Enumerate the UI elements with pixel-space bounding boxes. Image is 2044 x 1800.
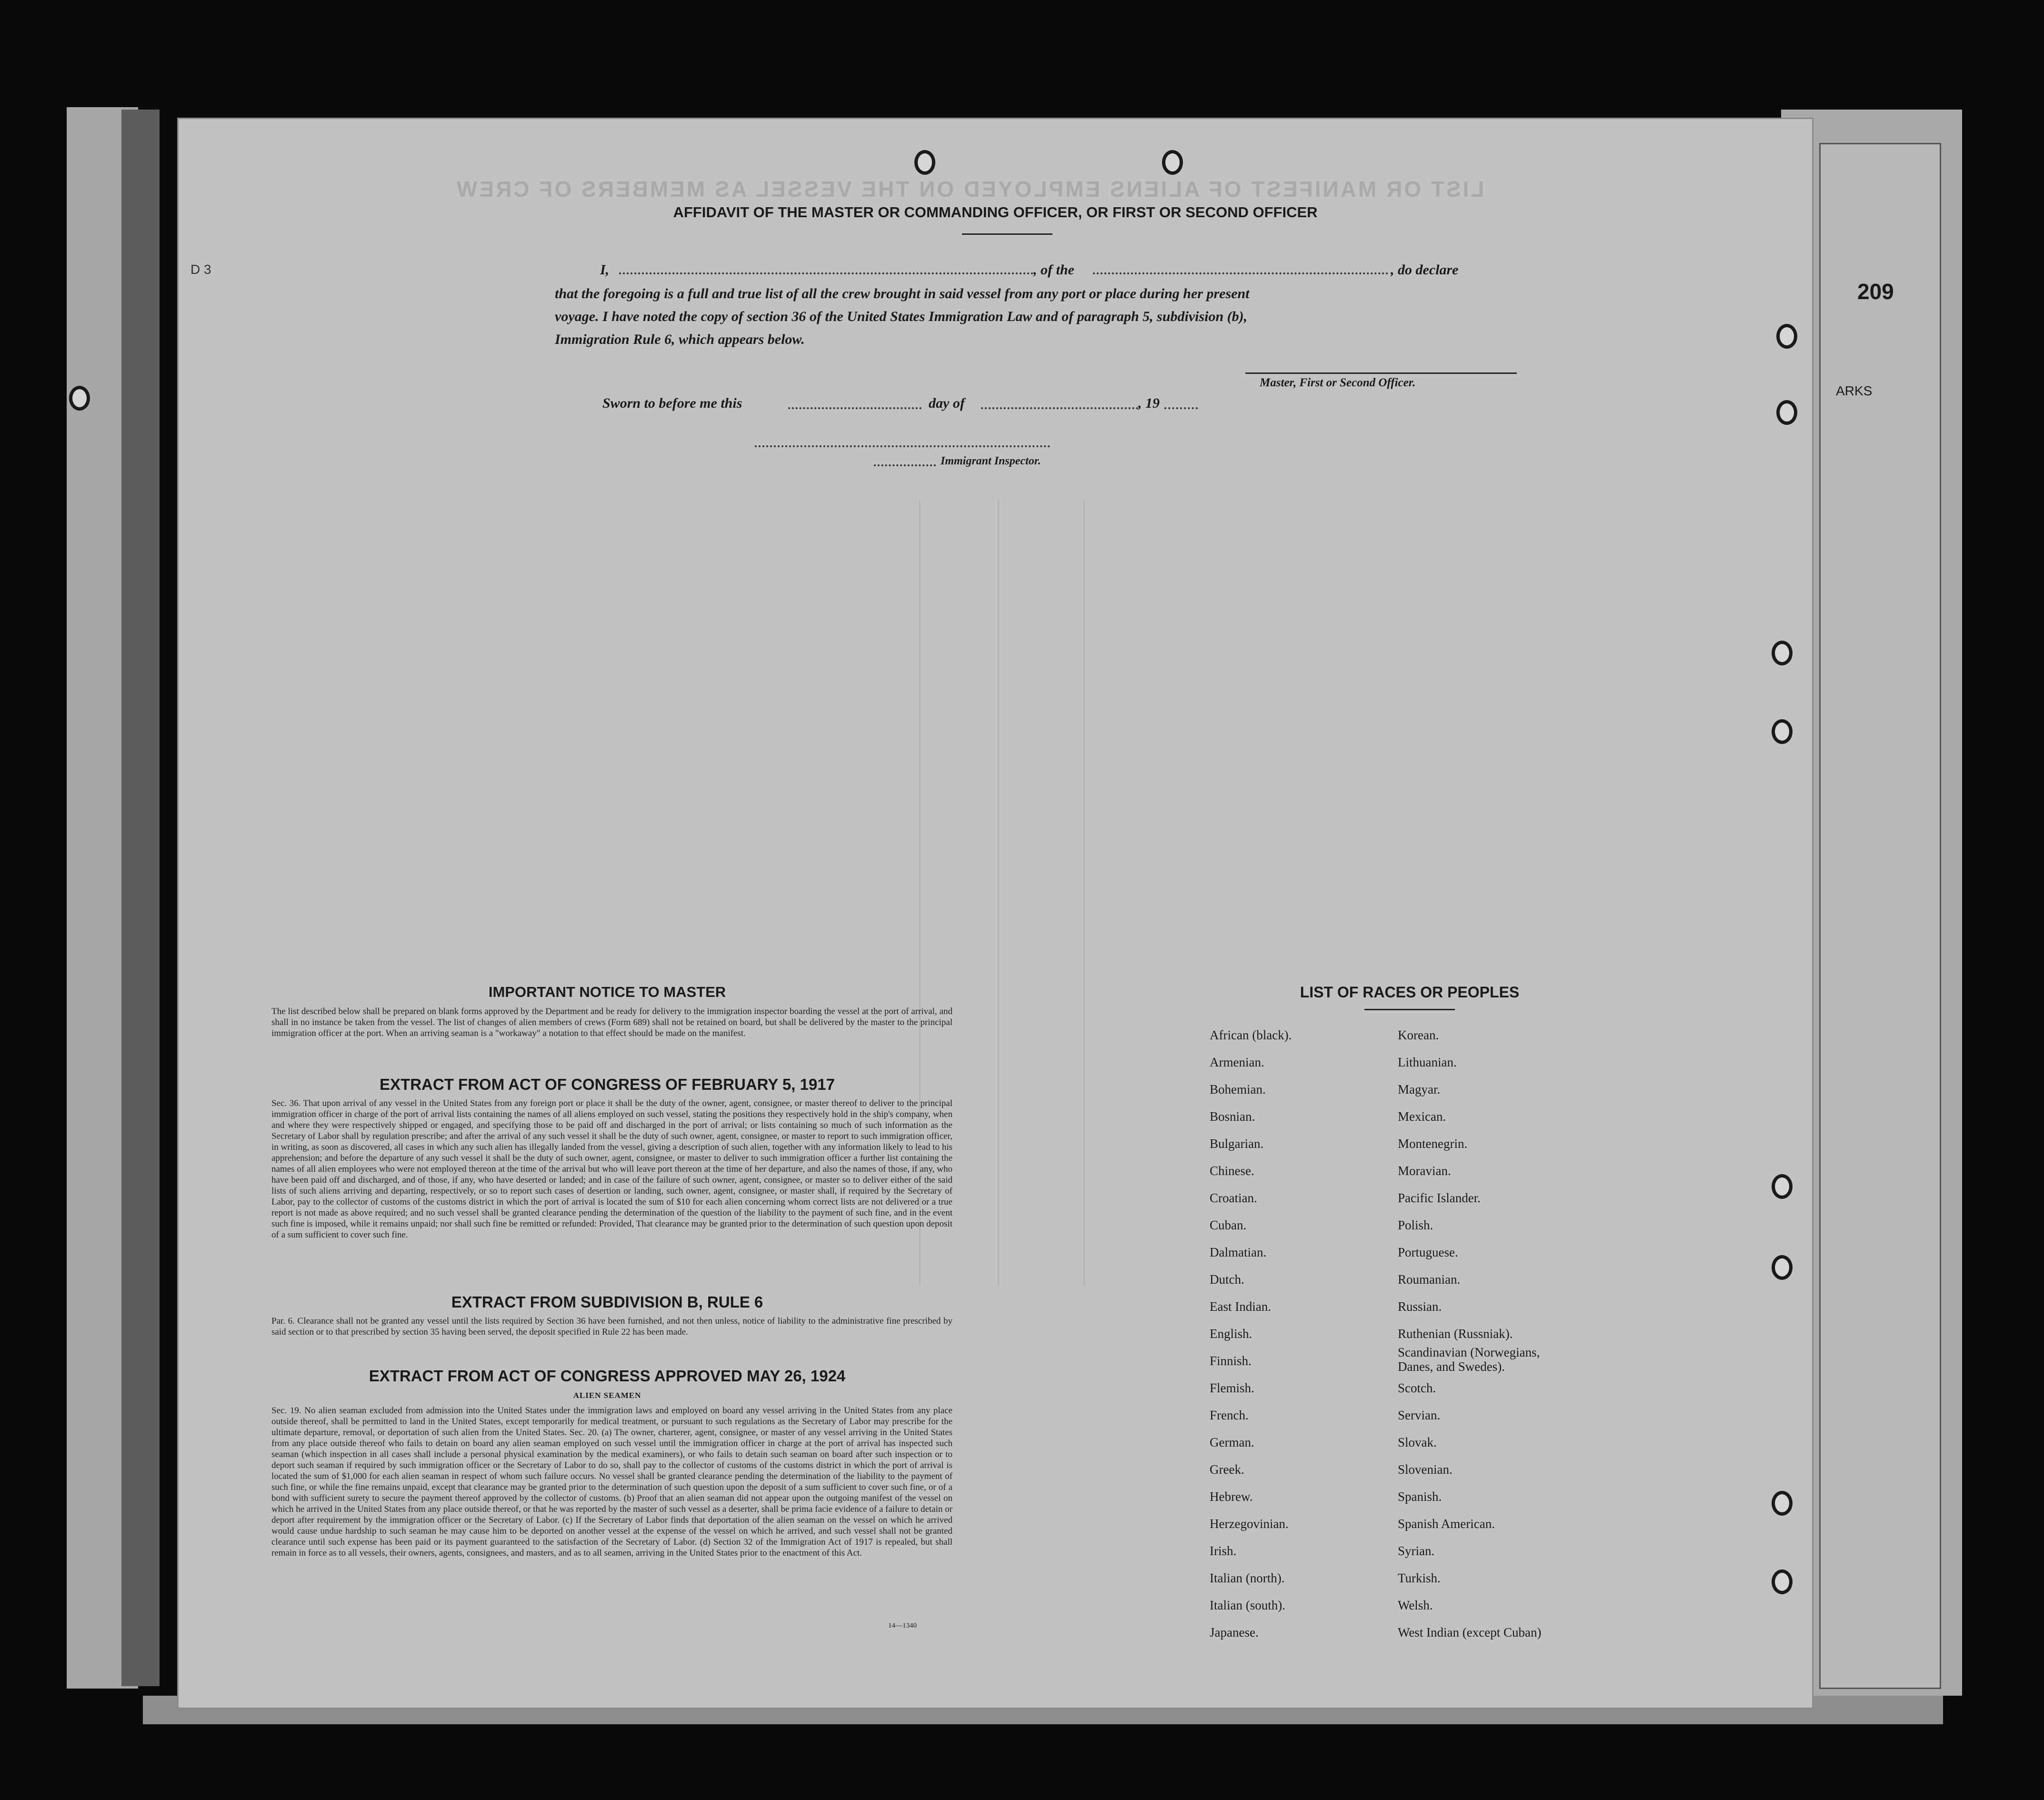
race-left-item: Herzegovinian. bbox=[1210, 1517, 1289, 1531]
form-number: 14—1340 bbox=[888, 1622, 917, 1629]
race-right-item: Lithuanian. bbox=[1398, 1055, 1457, 1069]
race-right-item: Spanish. bbox=[1398, 1489, 1442, 1504]
race-right-item: Korean. bbox=[1398, 1028, 1439, 1042]
race-right-item: Magyar. bbox=[1398, 1082, 1441, 1096]
race-left-item: Dutch. bbox=[1210, 1272, 1244, 1287]
punch-hole-right-5 bbox=[1772, 1174, 1793, 1199]
race-left-item: Bosnian. bbox=[1210, 1109, 1255, 1124]
race-right-item: Slovak. bbox=[1398, 1435, 1437, 1449]
left-binding-shadow bbox=[121, 110, 160, 1686]
race-left-item: Italian (north). bbox=[1210, 1571, 1285, 1585]
race-right-item: Scandinavian (Norwegians, Danes, and Swedes). bbox=[1398, 1345, 1540, 1374]
signature-rule bbox=[1245, 372, 1517, 374]
affidavit-line2: that the foregoing is a full and true list of all the crew brought in said vessel from any port or place during her present bbox=[555, 286, 1250, 302]
extract-rule6-title: EXTRACT FROM SUBDIVISION B, RULE 6 bbox=[451, 1293, 763, 1311]
punch-hole-top-1 bbox=[914, 150, 935, 175]
extract-1924-subtitle: ALIEN SEAMEN bbox=[573, 1391, 641, 1400]
race-left-item: Italian (south). bbox=[1210, 1598, 1285, 1612]
race-right-item: Scotch. bbox=[1398, 1381, 1436, 1395]
inspector-label: Immigrant Inspector. bbox=[941, 455, 1041, 467]
affidavit-title-rule bbox=[962, 233, 1052, 235]
race-right-item: Russian. bbox=[1398, 1299, 1442, 1314]
extract-rule6-body: Par. 6. Clearance shall not be granted any vessel until the lists required by Section 36 have been furnished, and not then unless, notice of liability to the administrative fine prescribed by said section or to that prescribed by section 35 having been served, the deposit specified in Rule 22 has been made. bbox=[271, 1316, 952, 1337]
affidavit-line3: voyage. I have noted the copy of section 36 of the United States Immigration Law and of paragraph 5, subdivision (b), bbox=[555, 309, 1248, 324]
remarks-fragment: ARKS bbox=[1836, 383, 1873, 398]
punch-hole-right-6 bbox=[1772, 1255, 1793, 1280]
race-left-item: Greek. bbox=[1210, 1462, 1244, 1477]
inspector-signature-blank bbox=[755, 445, 1050, 447]
race-left-item: Bohemian. bbox=[1210, 1082, 1266, 1096]
race-left-item: African (black). bbox=[1210, 1028, 1292, 1042]
sworn-prefix: Sworn to before me this bbox=[602, 395, 742, 411]
races-title: LIST OF RACES OR PEOPLES bbox=[1300, 984, 1520, 1001]
faint-column-line-2 bbox=[998, 500, 999, 1286]
race-right-item: Welsh. bbox=[1398, 1598, 1433, 1612]
affidavit-name-blank bbox=[619, 272, 1033, 274]
punch-hole-right-2 bbox=[1776, 400, 1797, 425]
ghost-manifest-title: LIST OR MANIFEST OF ALIENS EMPLOYED ON THE VESSEL AS MEMBERS OF CREW bbox=[455, 177, 1484, 201]
race-left-item: Dalmatian. bbox=[1210, 1245, 1267, 1259]
page-number: 209 bbox=[1857, 279, 1894, 304]
affidavit-of-the: , of the bbox=[1033, 262, 1074, 278]
signature-label: Master, First or Second Officer. bbox=[1260, 376, 1416, 389]
affidavit-declare: , do declare bbox=[1391, 262, 1459, 278]
punch-hole-right-4 bbox=[1772, 719, 1793, 744]
extract-1924-body: Sec. 19. No alien seaman excluded from admission into the United States under the immigration laws and employed on board any vessel arriving in the United States from any place outside thereof, shall be permitted to land in the United States, except temporarily for medical treatment, or pursuant to such regulations as the Secretary of Labor may prescribe for the ultimate departure, removal, or deportation of such alien from the United States. Sec. 20. (a) The owner, charterer, agent, consignee, or master of any vessel arriving in the United States from any place outside thereof who fails to detain on board any alien seaman employed on such vessel until the immigration officer in charge at the port of arrival has inspected such seaman (which inspection in all cases shall include a personal physical examination by the medical examiners), or who fails to detain such seaman on board after such inspection or to deport such seaman if required by such immigration officer or the Secretary of Labor to do so, shall pay to the collector of customs of the customs district in which the port of arrival is located the sum of $1,000 for each alien seaman in respect of whom such failure occurs. No vessel shall be granted clearance pending the determination of the liability to the payment of such fine, or while the fine remains unpaid, except that clearance may be granted prior to the determination of such question upon the deposit of a sum sufficient to cover such fine, or of a bond with sufficient surety to secure the payment thereof approved by the collector of customs. (b) Proof that an alien seaman did not appear upon the outgoing manifest of the vessel on which he arrived in the United States from any place outside thereof, or that he was reported by the master of such vessel as a deserter, shall be prima facie evidence of a failure to detain or deport after requirement by the immigration officer or the Secretary of Labor. (c) If the Secretary of Labor finds that deportation of the alien seaman on the vessel on which he arrived would cause undue hardship to such seaman he may cause him to be deported on another vessel at the expense of the vessel on which he arrived, and such vessel shall not be granted clearance until such expense has been paid or its payment guaranteed to the satisfaction of the Secretary of Labor. (d) Section 32 of the Immigration Act of 1917 is repealed, but shall remain in force as to all vessels, their owners, agents, consignees, and masters, and as to all seamen, arriving in the United States prior to the enactment of this Act. bbox=[271, 1406, 952, 1558]
punch-hole-right-1 bbox=[1776, 324, 1797, 349]
punch-hole-right-8 bbox=[1772, 1569, 1793, 1594]
race-right-item: Polish. bbox=[1398, 1218, 1433, 1232]
race-left-item: Japanese. bbox=[1210, 1625, 1259, 1639]
sworn-year-blank bbox=[1164, 407, 1198, 409]
race-right-item: West Indian (except Cuban) bbox=[1398, 1625, 1542, 1639]
race-left-item: Flemish. bbox=[1210, 1381, 1254, 1395]
race-left-item: French. bbox=[1210, 1408, 1249, 1422]
race-left-item: Croatian. bbox=[1210, 1191, 1257, 1205]
race-right-item: Slovenian. bbox=[1398, 1462, 1453, 1477]
affidavit-i: I, bbox=[600, 262, 610, 278]
punch-hole-top-2 bbox=[1162, 150, 1183, 175]
margin-mark: D 3 bbox=[190, 262, 211, 277]
race-right-item: Spanish American. bbox=[1398, 1517, 1495, 1531]
race-right-item: Montenegrin. bbox=[1398, 1136, 1468, 1151]
race-left-item: East Indian. bbox=[1210, 1299, 1271, 1314]
race-left-item: Finnish. bbox=[1210, 1354, 1252, 1368]
races-title-rule bbox=[1364, 1009, 1455, 1010]
race-right-item: Syrian. bbox=[1398, 1544, 1435, 1558]
affidavit-line4: Immigration Rule 6, which appears below. bbox=[555, 332, 805, 347]
punch-hole-right-7 bbox=[1772, 1491, 1793, 1516]
race-right-item: Mexican. bbox=[1398, 1109, 1446, 1124]
race-left-item: German. bbox=[1210, 1435, 1254, 1449]
race-left-item: Chinese. bbox=[1210, 1164, 1254, 1178]
race-right-item: Portuguese. bbox=[1398, 1245, 1458, 1259]
race-right-item: Moravian. bbox=[1398, 1164, 1451, 1178]
notice-body: The list described below shall be prepared on blank forms approved by the Department and be ready for delivery to the immigration inspector boarding the vessel at the port of arrival, and shall in no instance be taken from the vessel. The list of changes of alien members of crews (Form 689) shall not be retained on board, but shall be delivered by the master to the principal immigration officer at the port. When an arriving seaman is a "workaway" a notation to that effect should be made on the manifest. bbox=[271, 1006, 952, 1038]
punch-hole-right-3 bbox=[1772, 641, 1793, 665]
manifest-page bbox=[179, 119, 1812, 1708]
affidavit-title: AFFIDAVIT OF THE MASTER OR COMMANDING OFFICER, OR FIRST OR SECOND OFFICER bbox=[673, 204, 1318, 221]
race-left-item: Irish. bbox=[1210, 1544, 1237, 1558]
faint-column-line-3 bbox=[1083, 500, 1085, 1286]
race-right-item: Turkish. bbox=[1398, 1571, 1441, 1585]
inspector-prefix-blank bbox=[874, 464, 936, 466]
right-back-page-inner bbox=[1819, 143, 1941, 1689]
extract-1917-title: EXTRACT FROM ACT OF CONGRESS OF FEBRUARY 5, 1917 bbox=[380, 1076, 835, 1093]
punch-hole-left bbox=[69, 386, 90, 411]
race-left-item: Bulgarian. bbox=[1210, 1136, 1264, 1151]
sworn-day-of: day of bbox=[929, 395, 965, 411]
race-left-item: Armenian. bbox=[1210, 1055, 1264, 1069]
race-right-item: Pacific Islander. bbox=[1398, 1191, 1481, 1205]
sworn-year: , 19 bbox=[1138, 395, 1160, 411]
race-right-item: Ruthenian (Russniak). bbox=[1398, 1327, 1513, 1341]
race-left-item: English. bbox=[1210, 1327, 1252, 1341]
extract-1924-title: EXTRACT FROM ACT OF CONGRESS APPROVED MAY 26, 1924 bbox=[369, 1367, 846, 1385]
notice-title: IMPORTANT NOTICE TO MASTER bbox=[488, 984, 726, 1000]
sworn-month-blank bbox=[981, 407, 1138, 409]
extract-1917-body: Sec. 36. That upon arrival of any vessel in the United States from any foreign port or place it shall be the duty of the owner, agent, consignee, or master thereof to deliver to the principal immigration officer in charge of the port of arrival lists containing the names of all aliens employed on such vessel, stating the positions they respectively hold in the ship's company, when and where they were respectively shipped or engaged, and specifying those to be paid off and discharged in the port of arrival; or lists containing so much of such information as the Secretary of Labor shall by regulation prescribe; and after the arrival of any such vessel it shall be the duty of such owner, agent, consignee, or master to report to such immigration officer, in writing, as soon as discovered, all cases in which any such alien has illegally landed from the vessel, giving a description of such alien, together with any information likely to lead to his apprehension; and before the departure of any such vessel it shall be the duty of such owner, agent, consignee, or master to deliver to such immigration officer a further list containing the names of all alien employees who were not employed thereon at the time of the arrival but who will leave port thereon at the time of her departure, and also the names of those, if any, who have been paid off and discharged, and of those, if any, who have deserted or landed; and in case of the failure of such owner, agent, consignee, or master so to deliver either of the said lists of such aliens arriving and departing, respectively, or so to report such cases of desertion or landing, such owner, agent, consignee, or master shall, if required by the Secretary of Labor, pay to the collector of customs of the customs district in which the port of arrival is located the sum of $10 for each alien concerning whom correct lists are not delivered or a true report is not made as above required; and no such vessel shall be granted clearance pending the determination of the question of the liability to the payment of such fine, and in the event such fine is imposed, while it remains unpaid; nor shall such fine be remitted or refunded: Provided, That clearance may be granted prior to the determination of such question upon deposit of a sum sufficient to cover such fine. bbox=[271, 1098, 952, 1240]
race-right-item: Roumanian. bbox=[1398, 1272, 1461, 1287]
sworn-day-blank bbox=[788, 407, 922, 409]
affidavit-vessel-blank bbox=[1093, 272, 1388, 274]
race-right-item: Servian. bbox=[1398, 1408, 1441, 1422]
race-left-item: Cuban. bbox=[1210, 1218, 1247, 1232]
race-left-item: Hebrew. bbox=[1210, 1489, 1253, 1504]
